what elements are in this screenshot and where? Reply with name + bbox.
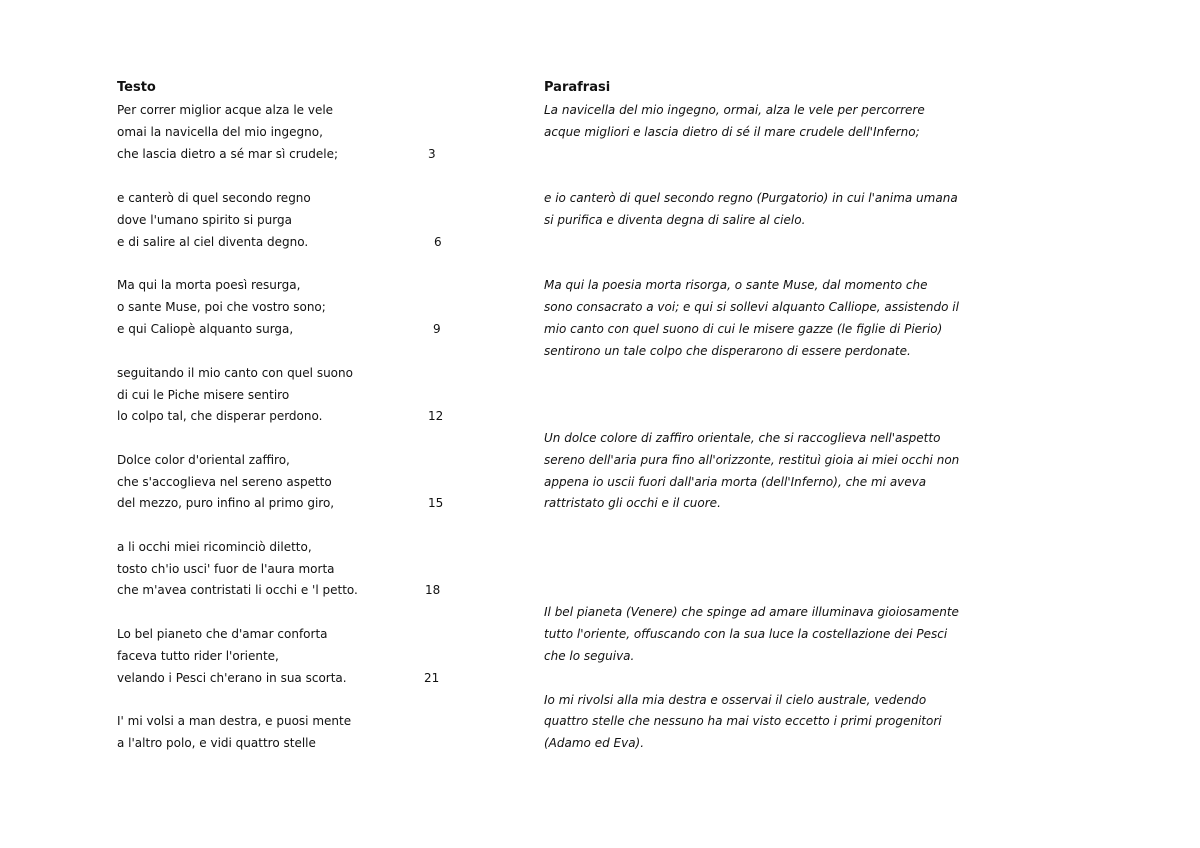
paraphrase-line: appena io uscii fuori dall'aria morta (dell'Inferno), che mi aveva	[544, 475, 927, 489]
verse-line: o sante Muse, poi che vostro sono;	[117, 300, 326, 314]
verse-number: 18	[425, 583, 441, 597]
paraphrase-line: sentirono un tale colpo che disperarono di essere perdonate.	[544, 344, 911, 358]
verse-line: seguitando il mio canto con quel suono	[117, 366, 353, 380]
verse-line: a l'altro polo, e vidi quattro stelle	[117, 736, 316, 750]
testo-heading: Testo	[117, 80, 156, 95]
paraphrase-line: acque migliori e lascia dietro di sé il mare crudele dell'Inferno;	[544, 125, 920, 139]
verse-number: 21	[424, 671, 440, 685]
parafrasi-heading: Parafrasi	[544, 80, 611, 95]
verse-line: I' mi volsi a man destra, e puosi mente	[117, 714, 352, 728]
verse-number: 9	[433, 322, 441, 336]
paraphrase-line: che lo seguiva.	[544, 649, 635, 663]
verse-line: che m'avea contristati li occhi e 'l petto.	[117, 583, 358, 597]
verse-number: 15	[428, 496, 444, 510]
verse-line: che s'accoglieva nel sereno aspetto	[117, 475, 332, 489]
paraphrase-line: e io canterò di quel secondo regno (Purgatorio) in cui l'anima umana	[544, 191, 958, 205]
verse-line: lo colpo tal, che disperar perdono.	[117, 409, 323, 423]
verse-line: dove l'umano spirito si purga	[117, 213, 292, 227]
paraphrase-line: La navicella del mio ingegno, ormai, alza le vele per percorrere	[544, 103, 925, 117]
verse-line: e qui Caliopè alquanto surga,	[117, 322, 294, 336]
verse-line: Dolce color d'oriental zaffiro,	[117, 453, 290, 467]
verse-line: Lo bel pianeto che d'amar conforta	[117, 627, 328, 641]
verse-line: faceva tutto rider l'oriente,	[117, 649, 279, 663]
verse-line: tosto ch'io usci' fuor de l'aura morta	[117, 562, 335, 576]
paraphrase-line: quattro stelle che nessuno ha mai visto eccetto i primi progenitori	[544, 714, 942, 728]
paraphrase-line: si purifica e diventa degna di salire al cielo.	[544, 213, 806, 227]
verse-line: che lascia dietro a sé mar sì crudele;	[117, 147, 339, 161]
paraphrase-line: Io mi rivolsi alla mia destra e osservai il cielo australe, vedendo	[544, 693, 927, 707]
verse-number: 3	[428, 147, 436, 161]
paraphrase-line: mio canto con quel suono di cui le misere gazze (le figlie di Pierio)	[544, 322, 943, 336]
verse-number: 12	[428, 409, 444, 423]
verse-line: Ma qui la morta poesì resurga,	[117, 278, 301, 292]
paraphrase-line: Il bel pianeta (Venere) che spinge ad amare illuminava gioiosamente	[544, 605, 959, 619]
paraphrase-line: sono consacrato a voi; e qui si sollevi alquanto Calliope, assistendo il	[544, 300, 959, 314]
paraphrase-line: tutto l'oriente, offuscando con la sua luce la costellazione dei Pesci	[544, 627, 948, 641]
verse-line: e canterò di quel secondo regno	[117, 191, 311, 205]
verse-line: di cui le Piche misere sentiro	[117, 388, 290, 402]
verse-line: omai la navicella del mio ingegno,	[117, 125, 323, 139]
verse-line: del mezzo, puro infino al primo giro,	[117, 496, 335, 510]
paraphrase-line: Ma qui la poesia morta risorga, o sante Muse, dal momento che	[544, 278, 928, 292]
paraphrase-line: (Adamo ed Eva).	[544, 736, 645, 750]
verse-line: a li occhi miei ricominciò diletto,	[117, 540, 312, 554]
paraphrase-line: sereno dell'aria pura fino all'orizzonte, restituì gioia ai miei occhi non	[544, 453, 960, 467]
paraphrase-line: rattristato gli occhi e il cuore.	[544, 496, 721, 510]
paraphrase-line: Un dolce colore di zaffiro orientale, che si raccoglieva nell'aspetto	[544, 431, 941, 445]
verse-line: velando i Pesci ch'erano in sua scorta.	[117, 671, 347, 685]
verse-line: e di salire al ciel diventa degno.	[117, 235, 309, 249]
verse-number: 6	[434, 235, 442, 249]
verse-line: Per correr miglior acque alza le vele	[117, 103, 334, 117]
